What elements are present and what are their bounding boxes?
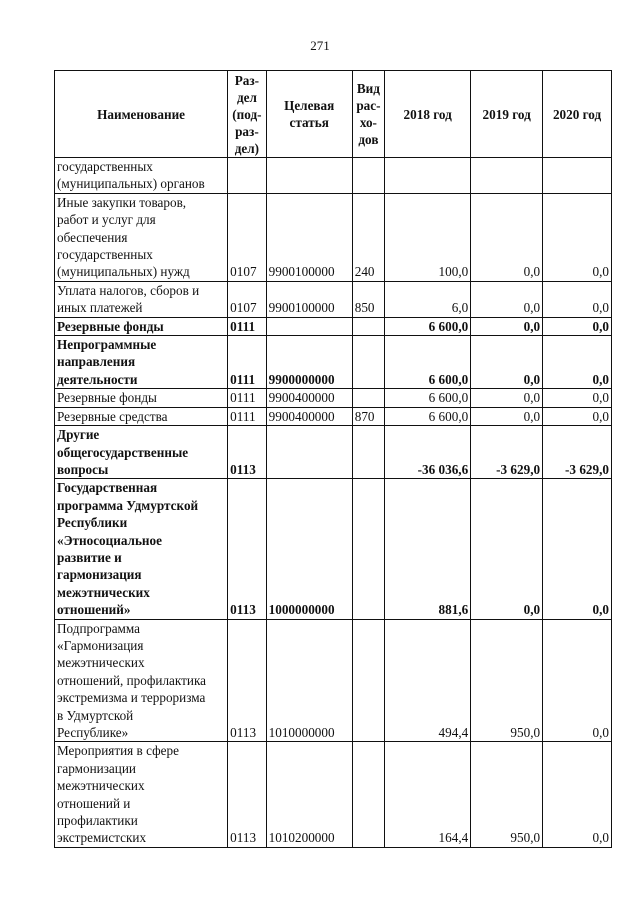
- table-row: [55, 407, 612, 425]
- row-2018: 6 600,0: [385, 389, 471, 407]
- row-2019: 0,0: [471, 479, 543, 619]
- row-2019: 0,0: [471, 407, 543, 425]
- row-name: Уплата налогов, сборов и иных платежей: [55, 281, 228, 317]
- row-2020: 0,0: [543, 479, 612, 619]
- row-target: 9900100000: [266, 193, 352, 281]
- table-row: [55, 619, 612, 742]
- row-2018: 881,6: [385, 479, 471, 619]
- table-row: [55, 389, 612, 407]
- row-expense: [352, 426, 384, 479]
- row-expense: [352, 742, 384, 847]
- row-expense: 240: [352, 193, 384, 281]
- budget-table: [54, 70, 612, 848]
- row-section: 0107: [228, 193, 266, 281]
- row-target: 9900400000: [266, 389, 352, 407]
- header-section: Раз- дел (под- раз- дел): [228, 71, 266, 158]
- row-2019: 0,0: [471, 281, 543, 317]
- row-name: Государственная программа Удмуртской Республики «Этносоциальное развитие и гармонизация межэтнических отношений»: [55, 479, 228, 619]
- table-row: [55, 336, 612, 389]
- row-expense: 850: [352, 281, 384, 317]
- row-2019: -3 629,0: [471, 426, 543, 479]
- row-2020: 0,0: [543, 317, 612, 335]
- row-2019: 0,0: [471, 336, 543, 389]
- row-2018: 6 600,0: [385, 317, 471, 335]
- row-section: 0111: [228, 407, 266, 425]
- row-2019: 0,0: [471, 317, 543, 335]
- row-name: Иные закупки товаров, работ и услуг для обеспечения государственных (муниципальных) нужд: [55, 193, 228, 281]
- row-name: Другие общегосударственные вопросы: [55, 426, 228, 479]
- header-2019: 2019 год: [471, 71, 543, 158]
- row-section: 0111: [228, 317, 266, 335]
- row-2018: -36 036,6: [385, 426, 471, 479]
- row-target: 9900400000: [266, 407, 352, 425]
- row-2020: -3 629,0: [543, 426, 612, 479]
- row-expense: [352, 389, 384, 407]
- table-row: [55, 479, 612, 619]
- row-name: Мероприятия в сфере гармонизации межэтнических отношений и профилактики экстремистских: [55, 742, 228, 847]
- row-expense: [352, 336, 384, 389]
- row-expense: [352, 479, 384, 619]
- row-section: 0111: [228, 336, 266, 389]
- table-row: [55, 742, 612, 847]
- row-target: 1010000000: [266, 619, 352, 742]
- row-expense: [352, 619, 384, 742]
- header-name: Наименование: [55, 71, 228, 158]
- table-row: [55, 158, 612, 194]
- header-2020: 2020 год: [543, 71, 612, 158]
- row-2020: 0,0: [543, 193, 612, 281]
- row-section: 0113: [228, 619, 266, 742]
- row-2020: 0,0: [543, 281, 612, 317]
- row-2020: 0,0: [543, 336, 612, 389]
- row-section: 0111: [228, 389, 266, 407]
- row-name: Резервные средства: [55, 407, 228, 425]
- row-2018: 6,0: [385, 281, 471, 317]
- row-section: 0113: [228, 742, 266, 847]
- row-2020: 0,0: [543, 389, 612, 407]
- row-name: Резервные фонды: [55, 389, 228, 407]
- row-expense: [352, 317, 384, 335]
- row-name: Подпрограмма «Гармонизация межэтнических отношений, профилактика экстремизма и терроризма в Удмуртской Республике»: [55, 619, 228, 742]
- row-target: 9900100000: [266, 281, 352, 317]
- row-expense: [352, 158, 384, 194]
- row-target: 9900000000: [266, 336, 352, 389]
- table-row: [55, 426, 612, 479]
- row-2020: 0,0: [543, 619, 612, 742]
- row-section: 0113: [228, 426, 266, 479]
- row-2019: 0,0: [471, 389, 543, 407]
- row-2018: [385, 158, 471, 194]
- row-2018: 100,0: [385, 193, 471, 281]
- row-target: [266, 426, 352, 479]
- row-name: Резервные фонды: [55, 317, 228, 335]
- row-name: Непрограммные направления деятельности: [55, 336, 228, 389]
- header-expense: Вид рас- хо- дов: [352, 71, 384, 158]
- row-2020: 0,0: [543, 407, 612, 425]
- row-section: [228, 158, 266, 194]
- row-2018: 6 600,0: [385, 407, 471, 425]
- row-section: 0107: [228, 281, 266, 317]
- row-expense: 870: [352, 407, 384, 425]
- page-number: 271: [310, 38, 330, 53]
- header-2018: 2018 год: [385, 71, 471, 158]
- table-header-row: [55, 71, 612, 158]
- row-2018: 494,4: [385, 619, 471, 742]
- row-2020: [543, 158, 612, 194]
- row-target: [266, 158, 352, 194]
- table-row: [55, 281, 612, 317]
- row-2019: 0,0: [471, 193, 543, 281]
- row-2018: 6 600,0: [385, 336, 471, 389]
- row-2018: 164,4: [385, 742, 471, 847]
- row-2019: [471, 158, 543, 194]
- row-section: 0113: [228, 479, 266, 619]
- row-name: государственных (муниципальных) органов: [55, 158, 228, 194]
- row-2019: 950,0: [471, 742, 543, 847]
- table-row: [55, 193, 612, 281]
- row-target: [266, 317, 352, 335]
- row-target: 1010200000: [266, 742, 352, 847]
- row-2019: 950,0: [471, 619, 543, 742]
- header-target: Целевая статья: [266, 71, 352, 158]
- row-2020: 0,0: [543, 742, 612, 847]
- table-row: [55, 317, 612, 335]
- row-target: 1000000000: [266, 479, 352, 619]
